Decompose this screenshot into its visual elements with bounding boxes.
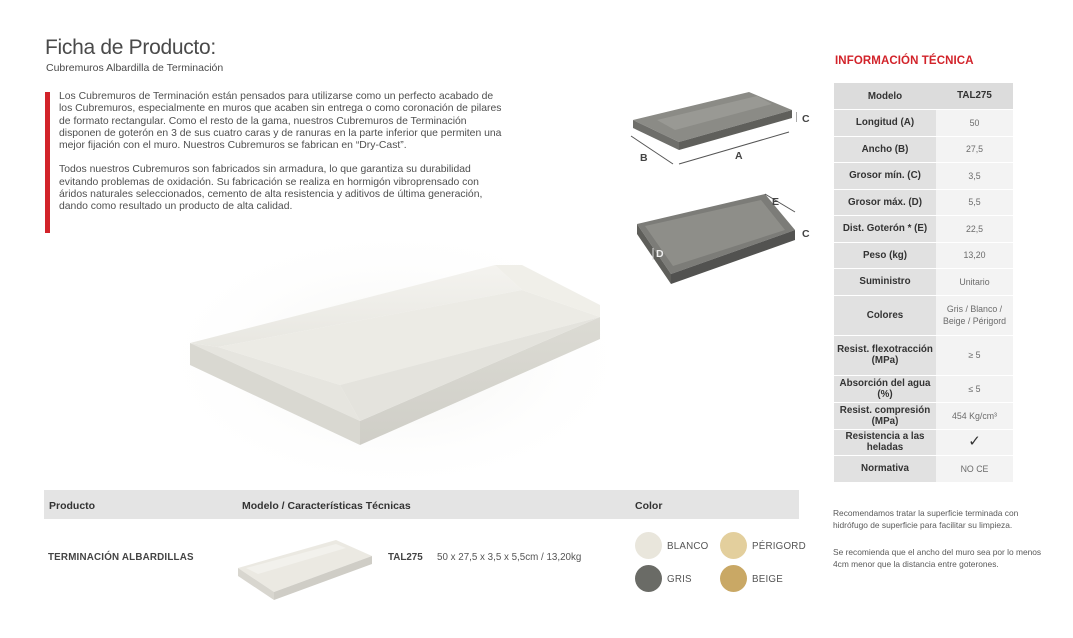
column-header-model: Modelo / Características Técnicas <box>242 500 411 512</box>
spec-key: Ancho (B) <box>834 136 936 163</box>
spec-key: Grosor máx. (D) <box>834 189 936 216</box>
spec-key: Grosor mín. (C) <box>834 163 936 190</box>
color-swatch-blanco <box>635 532 662 559</box>
table-row <box>834 136 1013 163</box>
spec-value: 27,5 <box>936 136 1013 163</box>
dimension-label-d: D <box>656 248 664 260</box>
page-title: Ficha de Producto: <box>45 36 216 59</box>
color-label-gris: GRIS <box>667 574 692 585</box>
product-model: TAL275 <box>388 552 423 563</box>
spec-key: Resistencia a las heladas <box>834 429 936 456</box>
dimension-label-a: A <box>735 150 743 162</box>
table-row <box>834 189 1013 216</box>
table-row <box>834 110 1013 137</box>
color-label-beige: BEIGE <box>752 574 783 585</box>
product-specs: 50 x 27,5 x 3,5 x 5,5cm / 13,20kg <box>437 552 582 563</box>
spec-key: Longitud (A) <box>834 110 936 137</box>
table-row <box>834 295 1013 335</box>
spec-value: TAL275 <box>936 83 1013 110</box>
description-paragraph: Los Cubremuros de Terminación están pensados para utilizarse como un perfecto acabado de los Cubremuros, especialmente en muros que acaben sin entrega o como coronación de pilares de formato rectangular. Como el resto de la gama, nuestros Cubremuros de Terminación disponen de goterón en 3 de sus cuatro caras y de ranuras en la parte inferior que permiten una mejor fijación con el muro. Nuestros Cubremuros se fabrican en “Dry-Cast”. <box>59 91 502 152</box>
table-row <box>834 375 1013 402</box>
spec-key: Peso (kg) <box>834 242 936 269</box>
table-row <box>834 163 1013 190</box>
spec-key: Dist. Goterón * (E) <box>834 216 936 243</box>
technical-spec-table <box>834 83 1013 483</box>
description <box>59 91 509 226</box>
spec-value: ≤ 5 <box>936 375 1013 402</box>
column-header-product: Producto <box>49 500 96 512</box>
table-row <box>834 83 1013 110</box>
spec-value: 454 Kg/cm³ <box>936 402 1013 429</box>
column-header-color: Color <box>635 500 663 512</box>
spec-key: Absorción del agua (%) <box>834 375 936 402</box>
spec-value: 5,5 <box>936 189 1013 216</box>
table-row <box>834 269 1013 296</box>
dimension-label-e: E <box>772 196 780 208</box>
spec-value: 3,5 <box>936 163 1013 190</box>
spec-key: Suministro <box>834 269 936 296</box>
table-row <box>834 335 1013 375</box>
dimension-label-b: B <box>640 152 648 164</box>
checkmark-icon: ✓ <box>936 429 1013 456</box>
spec-key: Normativa <box>834 456 936 483</box>
spec-key: Colores <box>834 295 936 335</box>
spec-value: Unitario <box>936 269 1013 296</box>
description-paragraph: Todos nuestros Cubremuros son fabricados sin armadura, lo que garantiza su durabilidad evitando problemas de oxidación. Su fabricación se realiza en hormigón vibroprensado con áridos naturales seleccionados, cemento de alta resistencia y aditivos de última generación, dando como resultado un producto de alta calidad. <box>59 164 483 213</box>
technical-info-title: INFORMACIÓN TÉCNICA <box>835 55 974 67</box>
spec-value: ≥ 5 <box>936 335 1013 375</box>
note-treatment: Recomendamos tratar la superficie terminada con hidrófugo de superficie para facilitar su limpieza. <box>833 508 1019 530</box>
spec-value: 22,5 <box>936 216 1013 243</box>
spec-key: Resist. flexotracción (MPa) <box>834 335 936 375</box>
spec-key: Modelo <box>834 83 936 110</box>
product-hero-image <box>170 235 620 485</box>
table-row <box>834 242 1013 269</box>
color-swatch-gris <box>635 565 662 592</box>
spec-value: 13,20 <box>936 242 1013 269</box>
color-swatch-beige <box>720 565 747 592</box>
table-row <box>834 402 1013 429</box>
dimension-diagram-top <box>627 90 797 170</box>
color-swatch-perigord <box>720 532 747 559</box>
spec-key: Resist. compresión (MPa) <box>834 402 936 429</box>
table-row <box>834 216 1013 243</box>
color-label-perigord: PÉRIGORD <box>752 541 806 552</box>
product-thumbnail <box>234 532 376 604</box>
product-name: TERMINACIÓN ALBARDILLAS <box>48 552 194 563</box>
note-wall-width: Se recomienda que el ancho del muro sea por lo menos 4cm menor que la distancia entre goterones. <box>833 547 1042 569</box>
color-label-blanco: BLANCO <box>667 541 709 552</box>
table-row <box>834 429 1013 456</box>
table-row <box>834 456 1013 483</box>
spec-value: 50 <box>936 110 1013 137</box>
dimension-label-c: C <box>802 228 810 240</box>
accent-bar <box>45 92 50 233</box>
page-subtitle: Cubremuros Albardilla de Terminación <box>46 62 224 74</box>
spec-value: Gris / Blanco / Beige / Périgord <box>936 295 1013 335</box>
spec-value: NO CE <box>936 456 1013 483</box>
product-table-header <box>44 490 799 519</box>
dimension-label-c: C <box>802 113 810 125</box>
